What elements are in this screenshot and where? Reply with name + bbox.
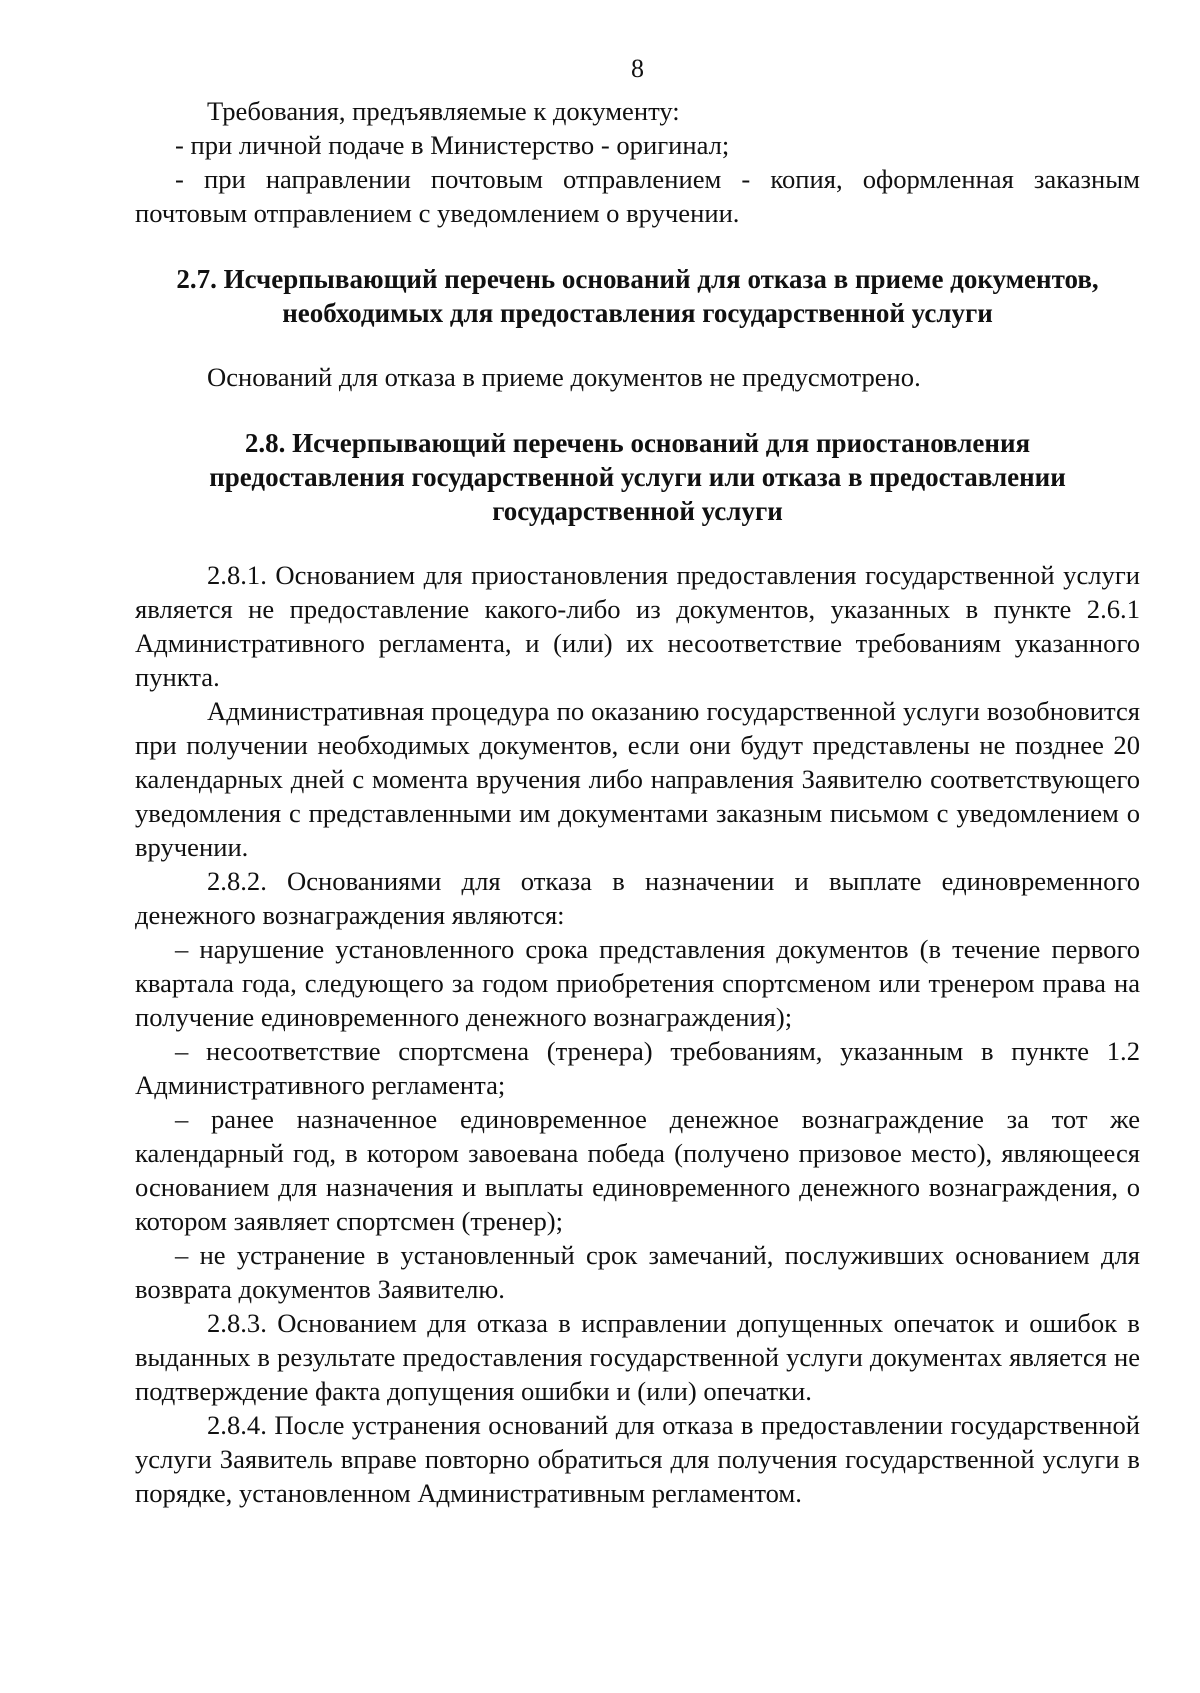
section-2-7-heading: 2.7. Исчерпывающий перечень оснований для отказа в приеме документов, необходимых для предоставления государственной услуги <box>176 264 1099 328</box>
ground-item: – несоответствие спортсмена (тренера) требованиям, указанным в пункте 1.2 Административного регламента; <box>135 1036 1140 1100</box>
section-2-8-heading: 2.8. Исчерпывающий перечень оснований для приостановления предоставления государственной услуги или отказа в предоставлении государственной услуги <box>209 428 1066 526</box>
requirement-mail: - при направлении почтовым отправлением - копия, оформленная заказным почтовым отправлением с уведомлением о вручении. <box>135 164 1140 228</box>
paragraph-2-8-1: 2.8.1. Основанием для приостановления предоставления государственной услуги является не предоставление какого-либо из документов, указанных в пункте 2.6.1 Административного регламента, и (или) их несоответствие требованиям указанного пункта. <box>135 560 1140 692</box>
ground-item: – не устранение в установленный срок замечаний, послуживших основанием для возврата документов Заявителю. <box>135 1240 1140 1304</box>
ground-item: – нарушение установленного срока представления документов (в течение первого квартала года, следующего за годом приобретения спортсменом или тренером права на получение единовременного денежного вознаграждения); <box>135 934 1140 1032</box>
paragraph-admin-procedure: Административная процедура по оказанию государственной услуги возобновится при получении необходимых документов, если они будут представлены не позднее 20 календарных дней с момента вручения либо направления Заявителю соответствующего уведомления с представленными им документами заказным письмом с уведомлением о вручении. <box>135 696 1140 862</box>
paragraph-2-8-2: 2.8.2. Основаниями для отказа в назначении и выплате единовременного денежного вознаграждения являются: <box>135 866 1140 930</box>
paragraph-2-8-3: 2.8.3. Основанием для отказа в исправлении допущенных опечаток и ошибок в выданных в результате предоставления государственной услуги документах является не подтверждение факта допущения ошибки и (или) опечатки. <box>135 1308 1140 1406</box>
ground-item: – ранее назначенное единовременное денежное вознаграждение за тот же календарный год, в котором завоевана победа (получено призовое место), являющееся основанием для назначения и выплаты единовременного денежного вознаграждения, о котором заявляет спортсмен (тренер); <box>135 1104 1140 1236</box>
document-body <box>135 94 1140 1510</box>
section-2-7-text: Оснований для отказа в приеме документов не предусмотрено. <box>207 362 921 392</box>
requirements-title: Требования, предъявляемые к документу: <box>207 96 680 126</box>
paragraph-2-8-4: 2.8.4. После устранения оснований для отказа в предоставлении государственной услуги Заявитель вправе повторно обратиться для получения государственной услуги в порядке, установленном Административным регламентом. <box>135 1410 1140 1508</box>
requirement-personal: - при личной подаче в Министерство - оригинал; <box>175 130 730 160</box>
page-number: 8 <box>631 54 644 83</box>
